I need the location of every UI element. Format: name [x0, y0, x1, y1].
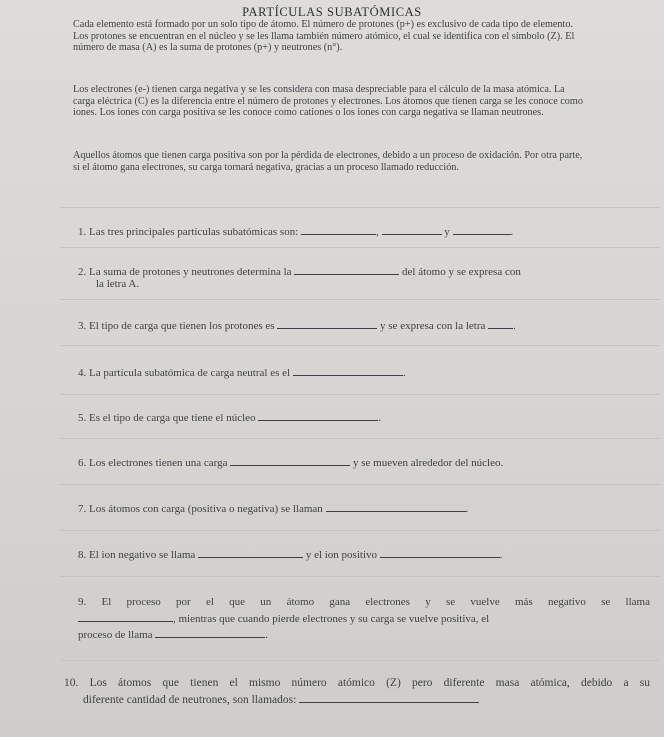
- question-2-after: del átomo y se expresa con: [402, 266, 521, 278]
- question-8-text: 8. El ion negativo se llama: [78, 549, 196, 561]
- question-6-text: 6. Los electrones tienen una carga: [78, 457, 228, 469]
- answer-8b-blank[interactable]: [380, 547, 500, 558]
- answer-6-blank[interactable]: [230, 455, 350, 466]
- question-4-end: .: [402, 367, 406, 379]
- question-3-end: .: [513, 320, 516, 332]
- question-5: [78, 410, 381, 425]
- divider: [60, 247, 660, 248]
- answer-2-blank[interactable]: [294, 264, 399, 275]
- question-9-line2-text: , mientras que cuando pierde electrones y su carga se vuelve positiva, el: [173, 613, 490, 625]
- question-1: [78, 224, 513, 239]
- question-10-line2: [83, 692, 479, 707]
- divider: [60, 299, 660, 300]
- divider: [60, 345, 660, 346]
- question-9-line3: [78, 627, 268, 642]
- intro-paragraph-2: Los electrones (e-) tienen carga negativa y se les considera con masa despreciable para el cálculo de la masa atómica. La carga eléctrica (C) es la diferencia entre el número de protones y electrones. Los átomos que tienen carga se les conoce como iones. Los iones con carga positiva se les conoce como cationes o los iones con carga negativa se llaman neutrones.: [73, 84, 583, 119]
- divider: [60, 660, 660, 661]
- question-7-text: 7. Los átomos con carga (positiva o negativa) se llaman: [78, 503, 323, 515]
- question-6: [78, 455, 503, 470]
- question-9-line3-text: proceso de llama: [78, 629, 153, 641]
- question-6-after: y se mueven alrededor del núcleo.: [352, 457, 504, 469]
- question-9-line1: 9. El proceso por el que un átomo gana electrones y se vuelve más negativo se llama: [78, 596, 650, 608]
- answer-9a-blank[interactable]: [78, 611, 173, 622]
- question-3: [78, 318, 516, 333]
- question-1-end: .: [510, 226, 514, 238]
- question-2-text: 2. La suma de protones y neutrones determina la: [78, 266, 292, 278]
- divider: [60, 530, 660, 531]
- question-4: [78, 365, 406, 380]
- question-3-after: y se expresa con la letra: [380, 320, 486, 332]
- answer-7-blank[interactable]: [326, 501, 466, 512]
- question-10-line1: 10. Los átomos que tienen el mismo número atómico (Z) pero diferente masa atómica, debido a su: [64, 677, 650, 689]
- answer-3b-blank[interactable]: [488, 318, 513, 329]
- question-2-line2: la letra A.: [96, 278, 140, 290]
- question-4-text: 4. La partícula subatómica de carga neutral es el: [78, 367, 291, 379]
- intro-paragraph-1: Cada elemento está formado por un solo tipo de átomo. El número de protones (p+) es exclusivo de cada tipo de elemento. Los protones se encuentran en el núcleo y se les llama también número atómico, el cual se identifica con el símbolo (Z). El número de masa (A) es la suma de protones (p+) y neutrones (n°).: [73, 19, 575, 54]
- question-9-line2: [78, 611, 489, 626]
- divider: [60, 394, 660, 395]
- question-5-text: 5. Es el tipo de carga que tiene el núcleo: [78, 412, 256, 424]
- question-8-end: .: [499, 549, 503, 561]
- question-9-end: .: [265, 629, 269, 641]
- answer-3a-blank[interactable]: [277, 318, 377, 329]
- question-3-text: 3. El tipo de carga que tienen los protones es: [78, 320, 275, 332]
- answer-4-blank[interactable]: [293, 365, 403, 376]
- intro-paragraph-3: Aquellos átomos que tienen carga positiva son por la pérdida de electrones, debido a un proceso de oxidación. Por otra parte, si el átomo gana electrones, su carga tornará negativa, gracias a un proceso llamado reducción.: [73, 150, 583, 173]
- question-5-end: .: [378, 412, 382, 424]
- question-7: [78, 501, 468, 516]
- question-2: [78, 264, 521, 279]
- answer-9b-blank[interactable]: [155, 627, 265, 638]
- divider: [60, 576, 660, 577]
- question-1-sep1: ,: [376, 226, 379, 238]
- question-8-after: y el ion positivo: [305, 549, 378, 561]
- question-8: [78, 547, 503, 562]
- worksheet-title: PARTÍCULAS SUBATÓMICAS: [242, 5, 422, 19]
- answer-1b-blank[interactable]: [382, 224, 442, 235]
- divider: [60, 484, 660, 485]
- divider: [60, 438, 660, 439]
- question-7-end: .: [465, 503, 469, 515]
- question-10-line2-text: diferente cantidad de neutrones, son llamados:: [83, 694, 297, 706]
- question-1-text: 1. Las tres principales partículas subatómicas son:: [78, 226, 299, 238]
- answer-1c-blank[interactable]: [453, 224, 511, 235]
- answer-5-blank[interactable]: [258, 410, 378, 421]
- answer-8a-blank[interactable]: [198, 547, 303, 558]
- divider: [60, 207, 660, 208]
- question-1-sep2: y: [444, 226, 450, 238]
- answer-1a-blank[interactable]: [301, 224, 376, 235]
- answer-10-blank[interactable]: [299, 692, 479, 703]
